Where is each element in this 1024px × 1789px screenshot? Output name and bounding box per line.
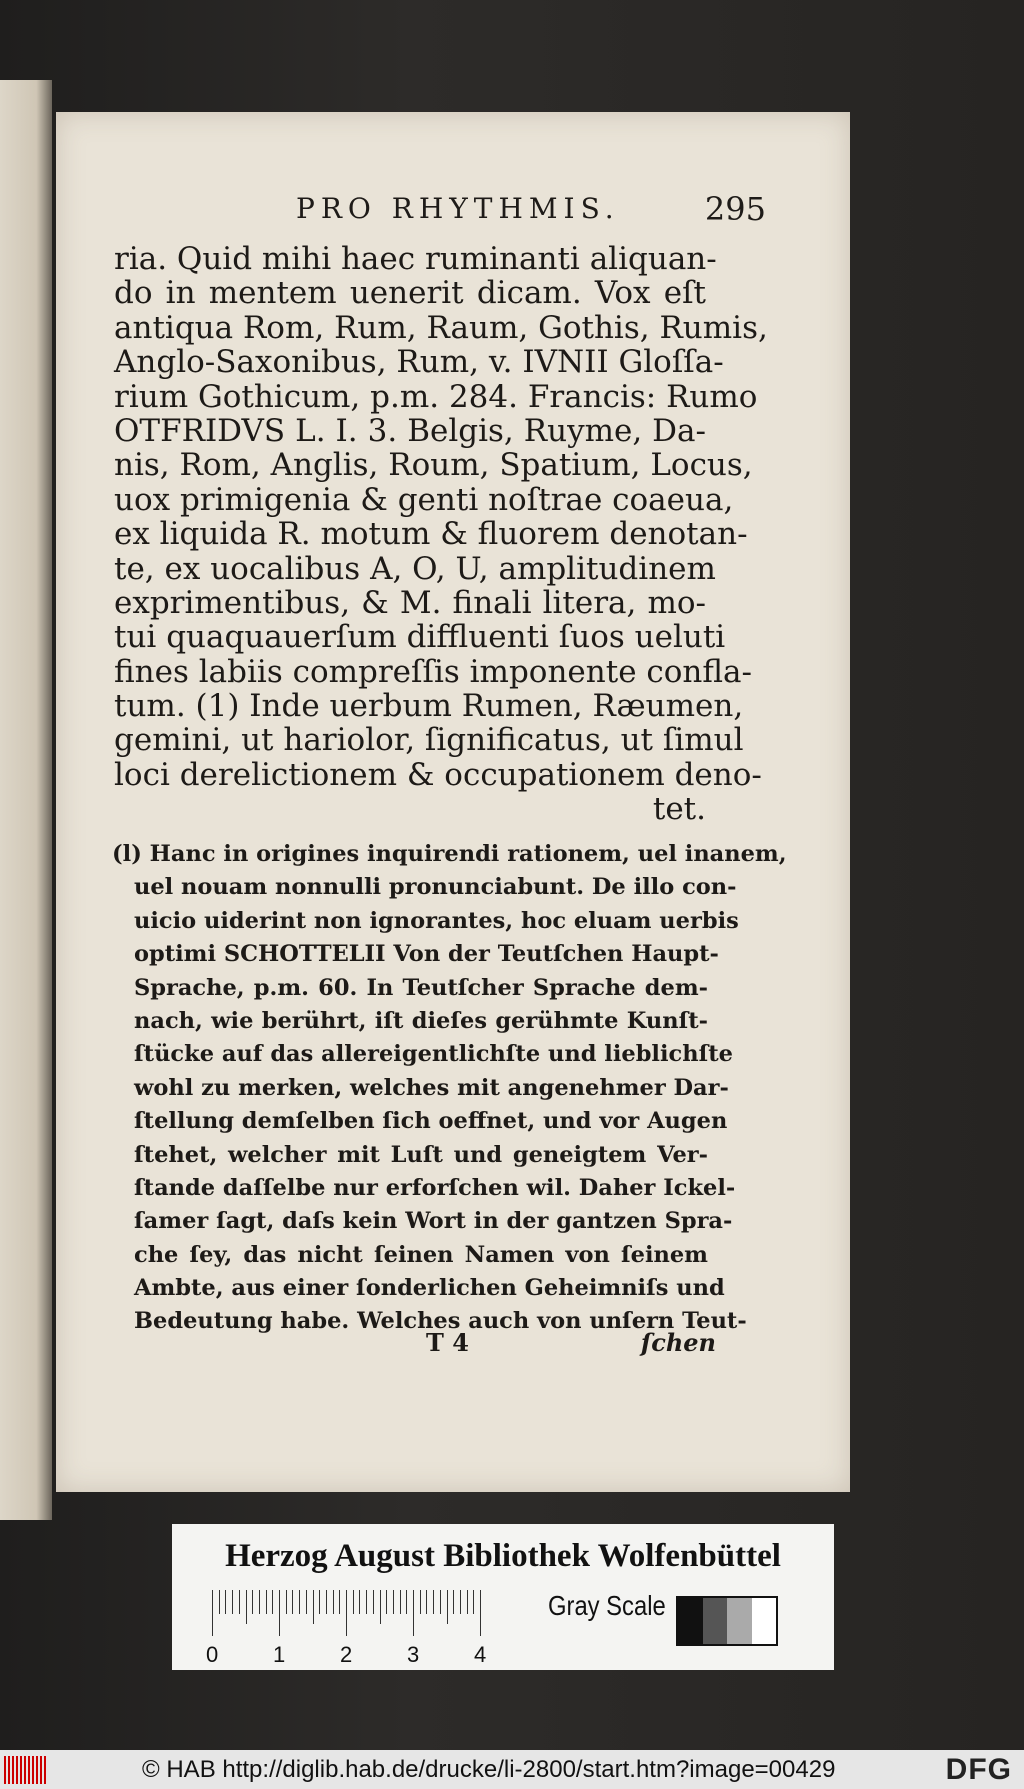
text-line: fines labiis compreſſis imponente confla- bbox=[114, 653, 753, 690]
text-line: do in mentem uenerit dicam. Vox eſt bbox=[114, 275, 706, 312]
ruler-number: 1 bbox=[273, 1642, 286, 1667]
ruler-tick bbox=[266, 1590, 267, 1614]
ruler-tick bbox=[406, 1590, 407, 1614]
running-header bbox=[246, 190, 766, 234]
ruler-tick bbox=[239, 1590, 240, 1614]
ruler-tick bbox=[286, 1590, 287, 1614]
ruler-tick bbox=[366, 1590, 367, 1614]
ruler-tick bbox=[473, 1590, 474, 1614]
text-line: exprimentibus, & M. finali litera, mo- bbox=[114, 584, 706, 621]
gray-patch bbox=[752, 1598, 777, 1644]
ruler-tick bbox=[393, 1590, 394, 1614]
ruler-tick bbox=[212, 1590, 213, 1636]
barcode-icon bbox=[4, 1756, 48, 1784]
ruler-tick bbox=[433, 1590, 434, 1614]
catchline bbox=[426, 1328, 716, 1362]
ruler-tick bbox=[319, 1590, 320, 1614]
ruler-tick bbox=[386, 1590, 387, 1614]
footnote bbox=[112, 838, 787, 1339]
text-line: tet. bbox=[652, 791, 706, 828]
scale-ruler bbox=[206, 1590, 517, 1667]
footnote-line: (l) Hanc in origines inquirendi rationem, uel inanem, bbox=[112, 841, 787, 867]
footnote-line: che ſey, das nicht ſeinen Namen von ſeinem bbox=[134, 1241, 708, 1268]
footnote-line: Sprache, p.m. 60. In Teutſcher Sprache dem- bbox=[134, 974, 708, 1001]
signature-mark: T 4 bbox=[426, 1328, 469, 1357]
dfg-logo: DFG bbox=[945, 1753, 1012, 1786]
ruler-tick bbox=[480, 1590, 481, 1636]
ruler-number: 4 bbox=[474, 1642, 487, 1667]
library-scale-card bbox=[172, 1524, 834, 1670]
ruler-tick bbox=[467, 1590, 468, 1614]
ruler-tick bbox=[453, 1590, 454, 1614]
running-title: PRO RHYTHMIS. bbox=[296, 192, 620, 225]
catchword: ſchen bbox=[640, 1328, 716, 1357]
ruler-tick bbox=[373, 1590, 374, 1614]
ruler-tick bbox=[413, 1590, 414, 1636]
ruler-tick bbox=[225, 1590, 226, 1614]
text-line: OTFRIDVS L. I. 3. Belgis, Ruyme, Da- bbox=[114, 412, 706, 449]
ruler-tick bbox=[259, 1590, 260, 1614]
gray-patch bbox=[727, 1598, 752, 1644]
previous-page-edge bbox=[0, 80, 52, 1520]
text-line: ria. Quid mihi haec ruminanti aliquan- bbox=[114, 241, 717, 277]
ruler-tick bbox=[447, 1590, 448, 1624]
footnote-line: nach, wie berührt, iſt dieſes gerühmte Kunſt- bbox=[134, 1007, 708, 1034]
text-line: loci derelictionem & occupationem deno- bbox=[114, 756, 762, 793]
ruler-tick bbox=[353, 1590, 354, 1614]
text-line: tum. (1) Inde uerbum Rumen, Ræumen, bbox=[114, 688, 744, 725]
text-line: te, ex uocalibus A, O, U, amplitudinem bbox=[114, 550, 716, 587]
ruler-number: 0 bbox=[206, 1642, 219, 1667]
page-number: 295 bbox=[704, 190, 766, 228]
footnote-line: Ambte, aus einer ſonderlichen Geheimniſs und bbox=[134, 1275, 725, 1302]
gray-scale-label: Gray Scale bbox=[548, 1590, 666, 1621]
ruler-tick bbox=[460, 1590, 461, 1614]
ruler-tick bbox=[219, 1590, 220, 1614]
footnote-line: wohl zu merken, welches mit angenehmer Dar- bbox=[134, 1074, 729, 1101]
footnote-line: optimi SCHOTTELII Von der Teutſchen Haupt- bbox=[134, 941, 719, 968]
gray-patch bbox=[678, 1598, 703, 1644]
footer-bar bbox=[0, 1750, 1024, 1789]
text-line: uox primigenia & genti noſtrae coaeua, bbox=[114, 481, 734, 518]
ruler-tick bbox=[346, 1590, 347, 1636]
ruler-tick bbox=[232, 1590, 233, 1614]
ruler-tick bbox=[420, 1590, 421, 1614]
ruler-tick bbox=[292, 1590, 293, 1614]
footnote-line: ſtehet, welcher mit Luſt und geneigtem Ver- bbox=[134, 1141, 708, 1168]
text-line: rium Gothicum, p.m. 284. Francis: Rumo bbox=[114, 378, 758, 415]
text-line: ex liquida R. motum & fluorem denotan- bbox=[114, 516, 748, 553]
footnote-line: ſtande daſſelbe nur erforſchen wil. Daher Ickel- bbox=[134, 1174, 736, 1201]
footnote-line: ſtücke auf das allereigentlichſte und lieblichſte bbox=[134, 1041, 733, 1068]
ruler-tick bbox=[299, 1590, 300, 1614]
ruler-tick bbox=[426, 1590, 427, 1614]
text-line: gemini, ut hariolor, ſignificatus, ut ſimul bbox=[114, 722, 744, 759]
source-credit: © HAB http://diglib.hab.de/drucke/li-2800/start.htm?image=00429 bbox=[142, 1756, 836, 1783]
ruler-tick bbox=[246, 1590, 247, 1624]
gray-scale-bar bbox=[676, 1596, 778, 1646]
ruler-tick bbox=[306, 1590, 307, 1614]
ruler-tick bbox=[252, 1590, 253, 1614]
footnote-line: uel nouam nonnulli pronunciabunt. De illo con- bbox=[134, 874, 737, 901]
ruler-tick bbox=[440, 1590, 441, 1614]
gray-patch bbox=[703, 1598, 728, 1644]
ruler-number: 3 bbox=[407, 1642, 420, 1667]
main-text bbox=[114, 241, 768, 828]
footnote-line: Bedeutung habe. Welches auch von unſern Teut- bbox=[134, 1308, 747, 1335]
ruler-tick bbox=[339, 1590, 340, 1614]
text-line: Anglo-Saxonibus, Rum, v. IVNII Gloſſa- bbox=[114, 344, 724, 381]
footnote-line: ſtellung demſelben ſich oeffnet, und vor Augen bbox=[134, 1108, 728, 1135]
library-name: Herzog August Bibliothek Wolfenbüttel bbox=[225, 1538, 781, 1574]
text-line: tui quaquauerſum diffluenti ſuos ueluti bbox=[114, 619, 726, 656]
footnote-line: uicio uiderint non ignorantes, hoc eluam uerbis bbox=[134, 907, 739, 934]
ruler-tick bbox=[272, 1590, 273, 1614]
text-line: antiqua Rom, Rum, Raum, Gothis, Rumis, bbox=[114, 309, 768, 346]
text-line: nis, Rom, Anglis, Roum, Spatium, Locus, bbox=[114, 447, 753, 484]
ruler-number: 2 bbox=[340, 1642, 353, 1667]
ruler-tick bbox=[313, 1590, 314, 1624]
ruler-tick bbox=[400, 1590, 401, 1614]
ruler-tick bbox=[333, 1590, 334, 1614]
ruler-tick bbox=[359, 1590, 360, 1614]
book-page bbox=[56, 112, 850, 1492]
ruler-tick bbox=[326, 1590, 327, 1614]
ruler-tick bbox=[279, 1590, 280, 1636]
footnote-line: ſamer ſagt, daſs kein Wort in der gantzen Spra- bbox=[134, 1208, 733, 1235]
ruler-tick bbox=[380, 1590, 381, 1624]
